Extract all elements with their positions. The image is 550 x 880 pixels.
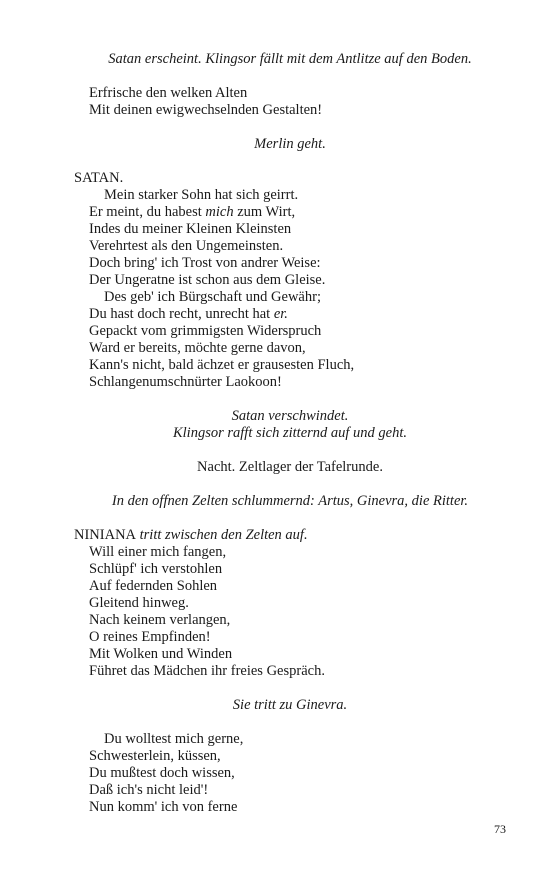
speaker-line-niniana (74, 527, 308, 544)
verse-line: Auf federnden Sohlen (89, 578, 218, 594)
verse-line: Daß ich's nicht leid'! (89, 782, 209, 798)
verse-line: Verehrtest als den Ungemeinsten. (89, 238, 284, 254)
stage-direction-satan-appears: Satan erscheint. Klingsor fällt mit dem Antlitze auf den Boden. (108, 51, 472, 67)
verse-line: Will einer mich fangen, (89, 544, 227, 560)
verse-line: Mit Wolken und Winden (89, 646, 233, 662)
verse-line: Nach keinem verlangen, (89, 612, 231, 628)
speaker-name-niniana: NINIANA (74, 527, 137, 543)
stage-direction-klingsor-leaves: Klingsor rafft sich zitternd auf und geht. (172, 425, 408, 441)
verse-line: Mit deinen ewigwechselnden Gestalten! (89, 102, 323, 118)
verse-line (89, 306, 288, 323)
verse-line: Führet das Mädchen ihr freies Gespräch. (89, 663, 325, 679)
stage-direction-merlin-leaves: Merlin geht. (254, 136, 326, 152)
verse-line: Ward er bereits, möchte gerne davon, (89, 340, 306, 356)
verse-line: Doch bring' ich Trost von andrer Weise: (89, 255, 321, 271)
verse-line: Du wolltest mich gerne, (104, 731, 244, 747)
verse-line: Kann's nicht, bald ächzet er grausesten Fluch, (89, 357, 355, 373)
speaker-direction: tritt zwischen den Zelten auf. (136, 527, 308, 543)
verse-line: Schlüpf' ich verstohlen (89, 561, 223, 577)
scene-heading: Nacht. Zeltlager der Tafelrunde. (197, 459, 383, 475)
verse-line: Schlangenumschnürter Laokoon! (89, 374, 282, 390)
verse-line: Der Ungeratne ist schon aus dem Gleise. (89, 272, 326, 288)
verse-line: Erfrische den welken Alten (89, 85, 248, 101)
stage-direction-satan-vanishes: Satan verschwindet. (231, 408, 349, 424)
page-number: 73 (494, 822, 506, 836)
speaker-name-satan: SATAN. (74, 170, 124, 186)
verse-emphasis: mich (205, 204, 234, 220)
stage-direction-to-ginevra: Sie tritt zu Ginevra. (232, 697, 348, 713)
verse-text: zum Wirt, (233, 204, 296, 220)
verse-line: Gepackt vom grimmigsten Widerspruch (89, 323, 322, 339)
verse-line: Schwesterlein, küssen, (89, 748, 221, 764)
verse-line: O reines Empfinden! (89, 629, 211, 645)
verse-line: Du mußtest doch wissen, (89, 765, 235, 781)
verse-line: Mein starker Sohn hat sich geirrt. (104, 187, 299, 203)
verse-line (89, 204, 295, 221)
verse-emphasis: er. (273, 306, 288, 322)
stage-direction-tents: In den offnen Zelten schlummernd: Artus, Ginevra, die Ritter. (111, 493, 469, 509)
verse-line: Des geb' ich Bürgschaft und Gewähr; (104, 289, 321, 305)
verse-line: Nun komm' ich von ferne (89, 799, 238, 815)
verse-text: Er meint, du habest (89, 204, 206, 220)
verse-line: Gleitend hinweg. (89, 595, 189, 611)
verse-text: Du hast doch recht, unrecht hat (89, 306, 274, 322)
verse-line: Indes du meiner Kleinen Kleinsten (89, 221, 292, 237)
